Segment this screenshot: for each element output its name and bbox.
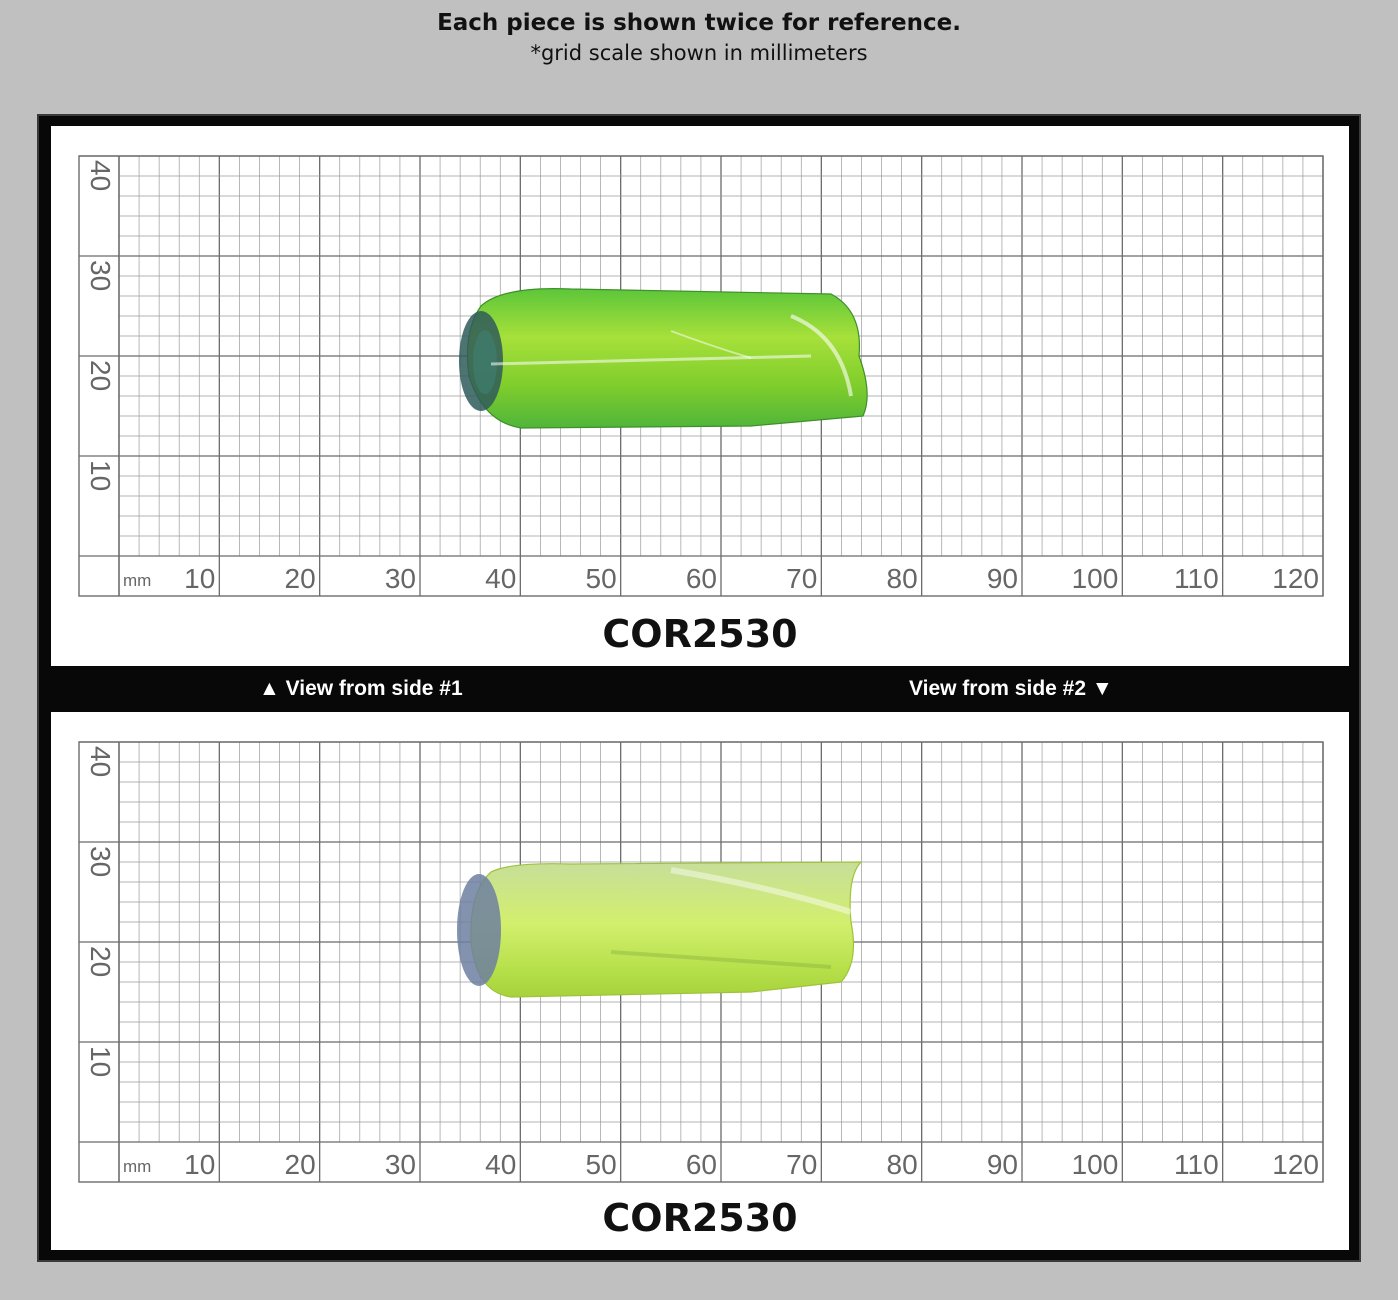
page-title: Each piece is shown twice for reference. [437,10,961,36]
x-tick-label: 100 [1071,1149,1119,1180]
x-tick-label: 10 [184,563,216,594]
photo-panel-side-1 [51,126,1349,666]
x-tick-label: 40 [485,563,517,594]
x-tick-label: 60 [685,1149,717,1180]
x-tick-label: 90 [986,1149,1018,1180]
unit-label: mm [123,571,152,590]
x-tick-label: 70 [786,1149,818,1180]
x-tick-label: 120 [1272,1149,1319,1180]
x-tick-label: 50 [585,563,617,594]
x-tick-label: 80 [886,1149,918,1180]
x-tick-label: 100 [1071,563,1119,594]
y-tick-label: 10 [85,1046,116,1078]
stone-code: COR2530 [602,1196,798,1240]
y-tick-label: 30 [85,846,116,878]
x-tick-label: 40 [485,1149,517,1180]
gemstone-photo [457,862,861,997]
unit-label: mm [123,1157,152,1176]
mm-grid-side-1 [51,126,1349,666]
x-tick-label: 50 [585,1149,617,1180]
mm-grid-side-2 [51,712,1349,1250]
y-tick-label: 30 [85,260,116,292]
x-tick-label: 110 [1174,1149,1219,1180]
x-tick-label: 120 [1272,563,1319,594]
side-2-label: View from side #2 ▼ [909,677,1113,700]
x-tick-label: 90 [986,563,1018,594]
x-tick-label: 20 [284,1149,316,1180]
x-tick-label: 80 [886,563,918,594]
x-tick-label: 110 [1174,563,1219,594]
photo-panel-side-2 [51,712,1349,1250]
y-tick-label: 40 [85,160,116,192]
side-1-label: ▲ View from side #1 [259,677,463,700]
stone-code: COR2530 [602,612,798,656]
x-tick-label: 20 [284,563,316,594]
x-tick-label: 30 [384,563,416,594]
gemstone-photo [459,289,867,428]
x-tick-label: 30 [384,1149,416,1180]
x-tick-label: 70 [786,563,818,594]
y-tick-label: 20 [85,946,116,978]
x-tick-label: 60 [685,563,717,594]
x-tick-label: 10 [184,1149,216,1180]
side-label-bar [39,668,1359,708]
photo-frame [37,114,1361,1262]
y-tick-label: 20 [85,360,116,392]
page-subtitle: *grid scale shown in millimeters [530,41,868,65]
y-tick-label: 40 [85,746,116,778]
header [0,6,1398,66]
y-tick-label: 10 [85,460,116,492]
